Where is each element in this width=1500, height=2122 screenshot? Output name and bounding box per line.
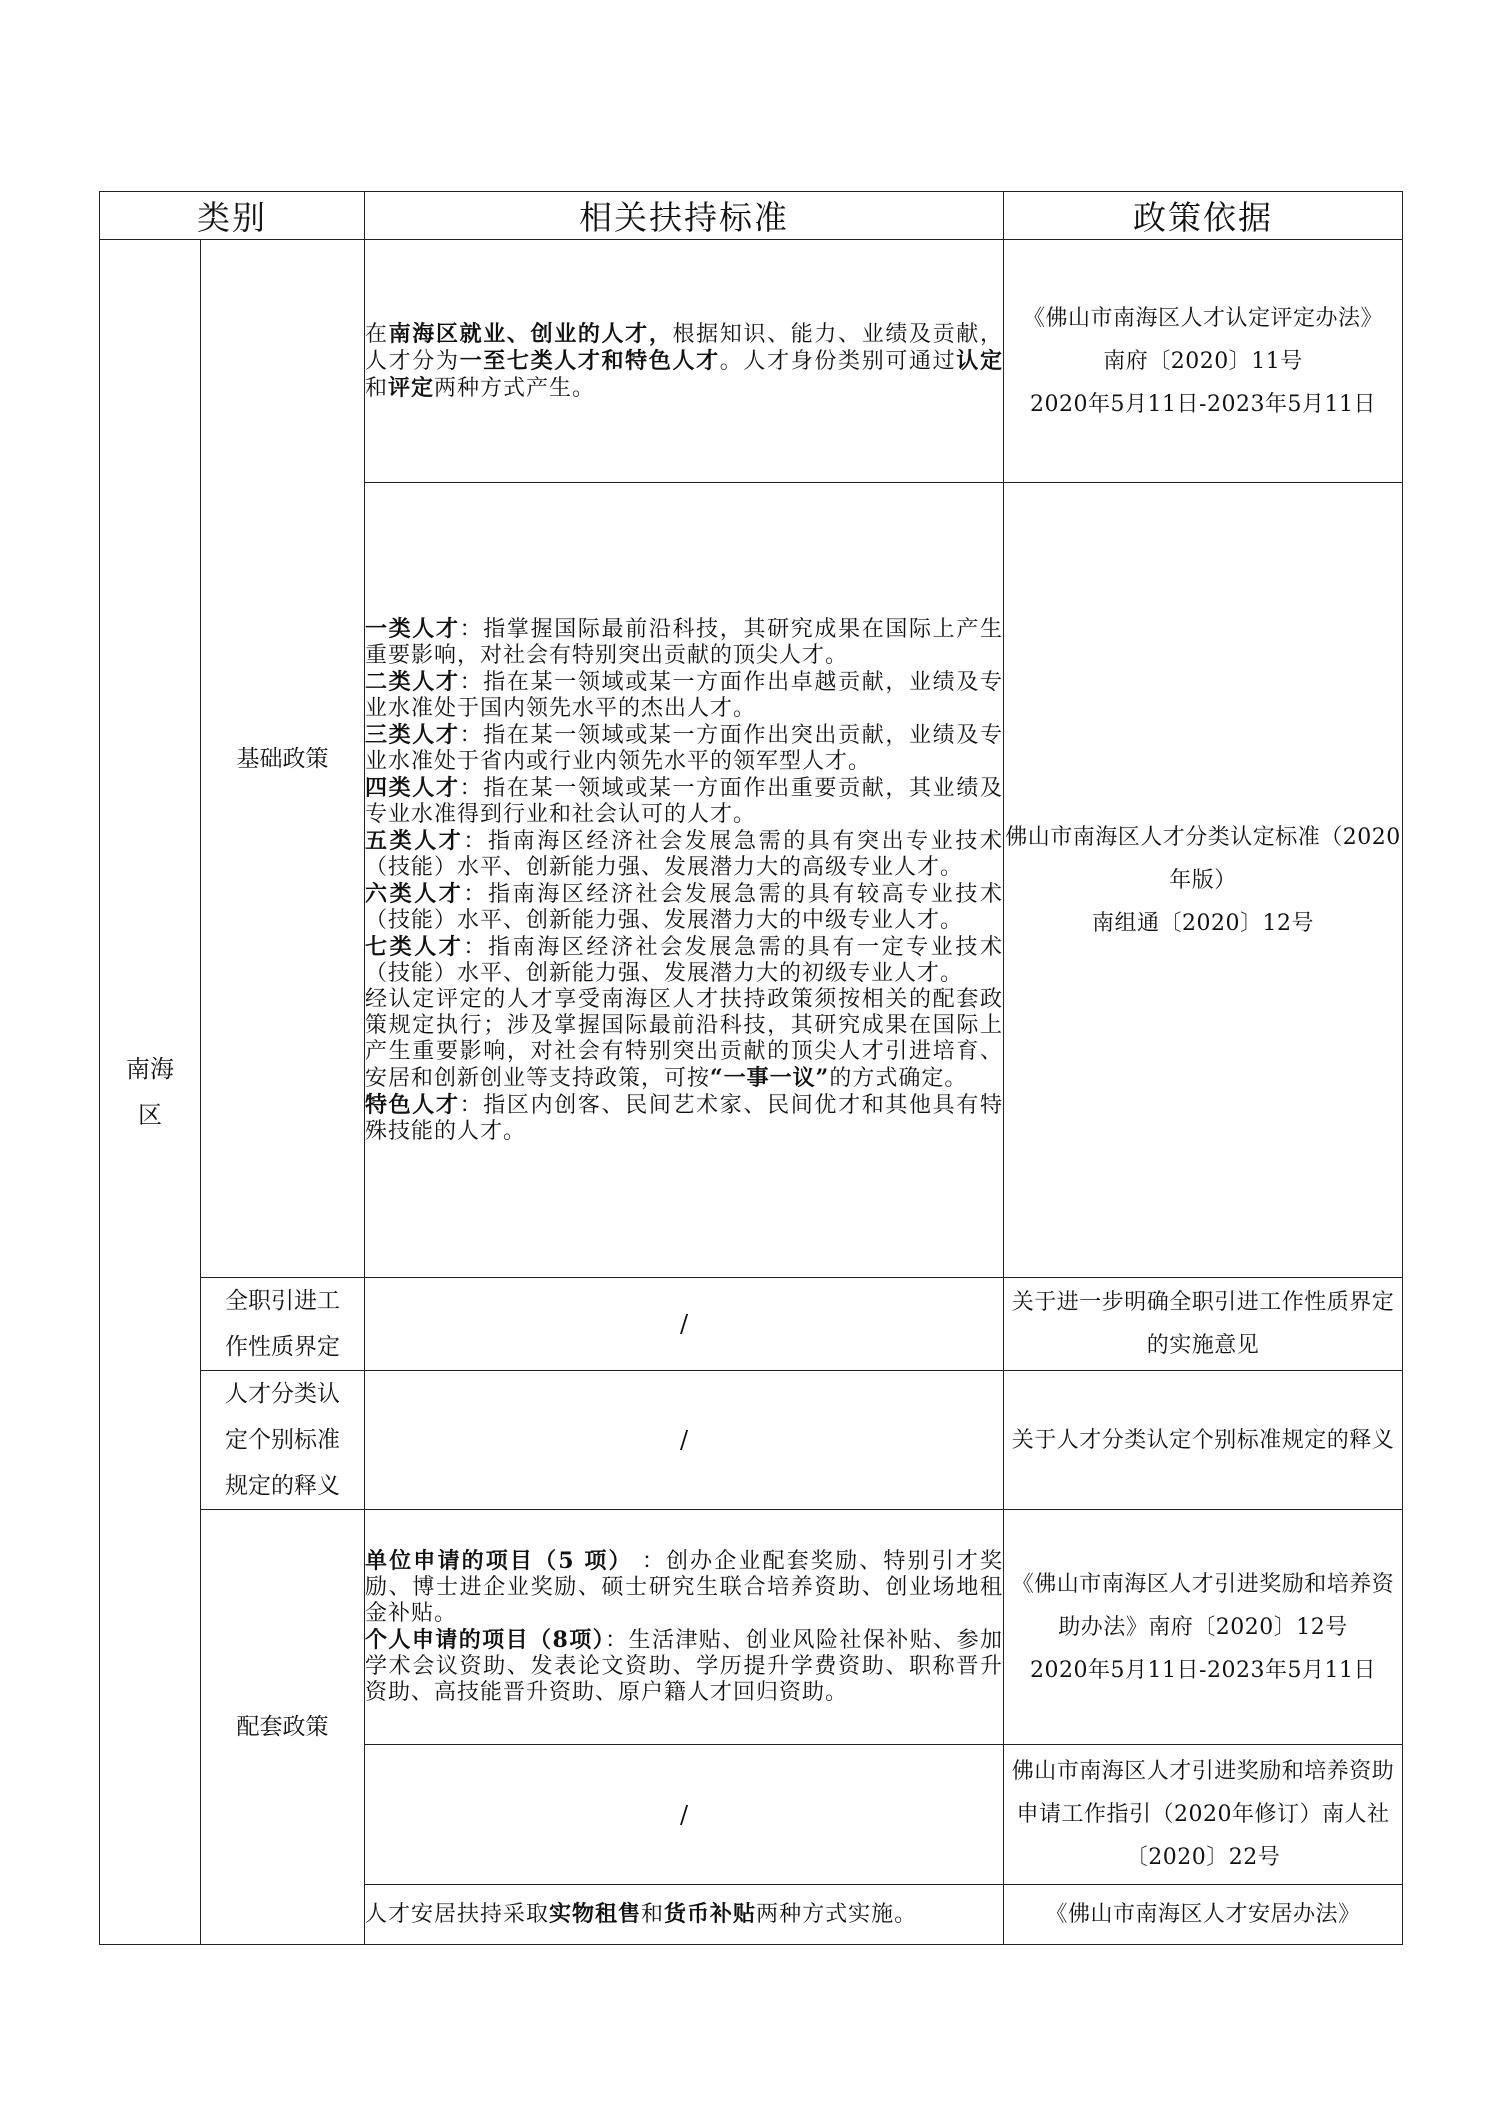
- header-basis: 政策依据: [1004, 192, 1403, 240]
- basis-line: 南府〔2020〕11号: [1103, 348, 1303, 374]
- standard-cell: [365, 240, 1004, 483]
- basis-line: 南组通〔2020〕12号: [1092, 910, 1314, 936]
- basis-cell: 关于进一步明确全职引进工作性质界定的实施意见: [1004, 1278, 1403, 1371]
- basis-cell: 《佛山市南海区人才安居办法》: [1004, 1885, 1403, 1945]
- section-support: [201, 1510, 365, 1945]
- standard-cell: /: [365, 1745, 1004, 1885]
- section-fulltime: [201, 1278, 365, 1371]
- project-item: 单位申请的项目（5 项） ：创办企业配套奖励、特别引才奖励、博士进企业奖励、硕士研究生联合培养资助、创业场地租金补贴。: [365, 1548, 1004, 1626]
- standard-cell: /: [365, 1278, 1004, 1371]
- standard-cell: [365, 1510, 1004, 1745]
- policy-note: 经认定评定的人才享受南海区人才扶持政策须按相关的配套政策规定执行；涉及掌握国际最前沿科技，其研究成果在国际上产生重要影响，对社会有特别突出贡献的顶尖人才引进培育、安居和创新创业等支持政策，可按“一事一议”的方式确定。: [365, 986, 1003, 1091]
- talent-item: 六类人才：指南海区经济社会发展急需的具有较高专业技术（技能）水平、创新能力强、发展潜力大的中级专业人才。: [365, 880, 1003, 933]
- standard-cell: /: [365, 1371, 1004, 1510]
- standard-cell: [365, 1885, 1004, 1945]
- standard-cell: [365, 483, 1004, 1278]
- table-row: [100, 1510, 1403, 1745]
- talent-item: 一类人才：指掌握国际最前沿科技，其研究成果在国际上产生重要影响，对社会有特别突出贡献的顶尖人才。: [365, 615, 1003, 668]
- talent-item: 四类人才：指在某一领域或某一方面作出重要贡献，其业绩及专业水准得到行业和社会认可的人才。: [365, 774, 1003, 827]
- section-classify: [201, 1371, 365, 1510]
- header-row: [100, 192, 1403, 240]
- basis-line: 2020年5月11日-2023年5月11日: [1030, 391, 1376, 417]
- basis-cell: 关于人才分类认定个别标准规定的释义: [1004, 1371, 1403, 1510]
- region-label: 南海区: [126, 1055, 174, 1129]
- basis-cell: [1004, 240, 1403, 483]
- table-row: [100, 240, 1403, 483]
- basis-line: 《佛山市南海区人才引进奖励和培养资助办法》南府〔2020〕12号: [1011, 1571, 1395, 1640]
- talent-item: 七类人才：指南海区经济社会发展急需的具有一定专业技术（技能）水平、创新能力强、发展潜力大的初级专业人才。: [365, 933, 1003, 986]
- section-basic: [201, 240, 365, 1278]
- table-row: [100, 1278, 1403, 1371]
- section-label: 全职引进工作性质界定: [225, 1288, 340, 1360]
- section-label: 基础政策: [236, 745, 329, 772]
- section-label: 配套政策: [236, 1714, 329, 1740]
- basis-cell: 佛山市南海区人才引进奖励和培养资助申请工作指引（2020年修订）南人社〔2020〕22号: [1004, 1745, 1403, 1885]
- basis-line: 《佛山市南海区人才认定评定办法》: [1022, 305, 1383, 331]
- header-category: 类别: [100, 192, 365, 240]
- section-label: 人才分类认定个别标准规定的释义: [225, 1381, 340, 1499]
- basis-line: 2020年5月11日-2023年5月11日: [1030, 1657, 1376, 1683]
- basis-cell: [1004, 483, 1403, 1278]
- project-item: 个人申请的项目（8项）：生活津贴、创业风险社保补贴、参加学术会议资助、发表论文资助、学历提升学费资助、职称晋升资助、高技能晋升资助、原户籍人才回归资助。: [365, 1627, 1003, 1705]
- talent-item: 五类人才：指南海区经济社会发展急需的具有突出专业技术（技能）水平、创新能力强、发展潜力大的高级专业人才。: [365, 827, 1003, 880]
- talent-item: 三类人才：指在某一领域或某一方面作出突出贡献，业绩及专业水准处于省内或行业内领先水平的领军型人才。: [365, 721, 1003, 774]
- talent-item: 特色人才：指区内创客、民间艺术家、民间优才和其他具有特殊技能的人才。: [365, 1091, 1003, 1144]
- talent-item: 二类人才：指在某一领域或某一方面作出卓越贡献，业绩及专业水准处于国内领先水平的杰出人才。: [365, 668, 1003, 721]
- table-row: [100, 1371, 1403, 1510]
- basis-cell: [1004, 1510, 1403, 1745]
- basis-line: 佛山市南海区人才分类认定标准（2020年版）: [1005, 824, 1401, 893]
- header-standard: 相关扶持标准: [365, 192, 1004, 240]
- standard-text: 在南海区就业、创业的人才，根据知识、能力、业绩及贡献，人才分为一至七类人才和特色人才。人才身份类别可通过认定和评定两种方式产生。: [365, 320, 1003, 401]
- standard-text: 人才安居扶持采取实物租售和货币补贴两种方式实施。: [365, 1901, 918, 1927]
- region-cell: [100, 240, 201, 1945]
- policy-table: [99, 191, 1403, 1945]
